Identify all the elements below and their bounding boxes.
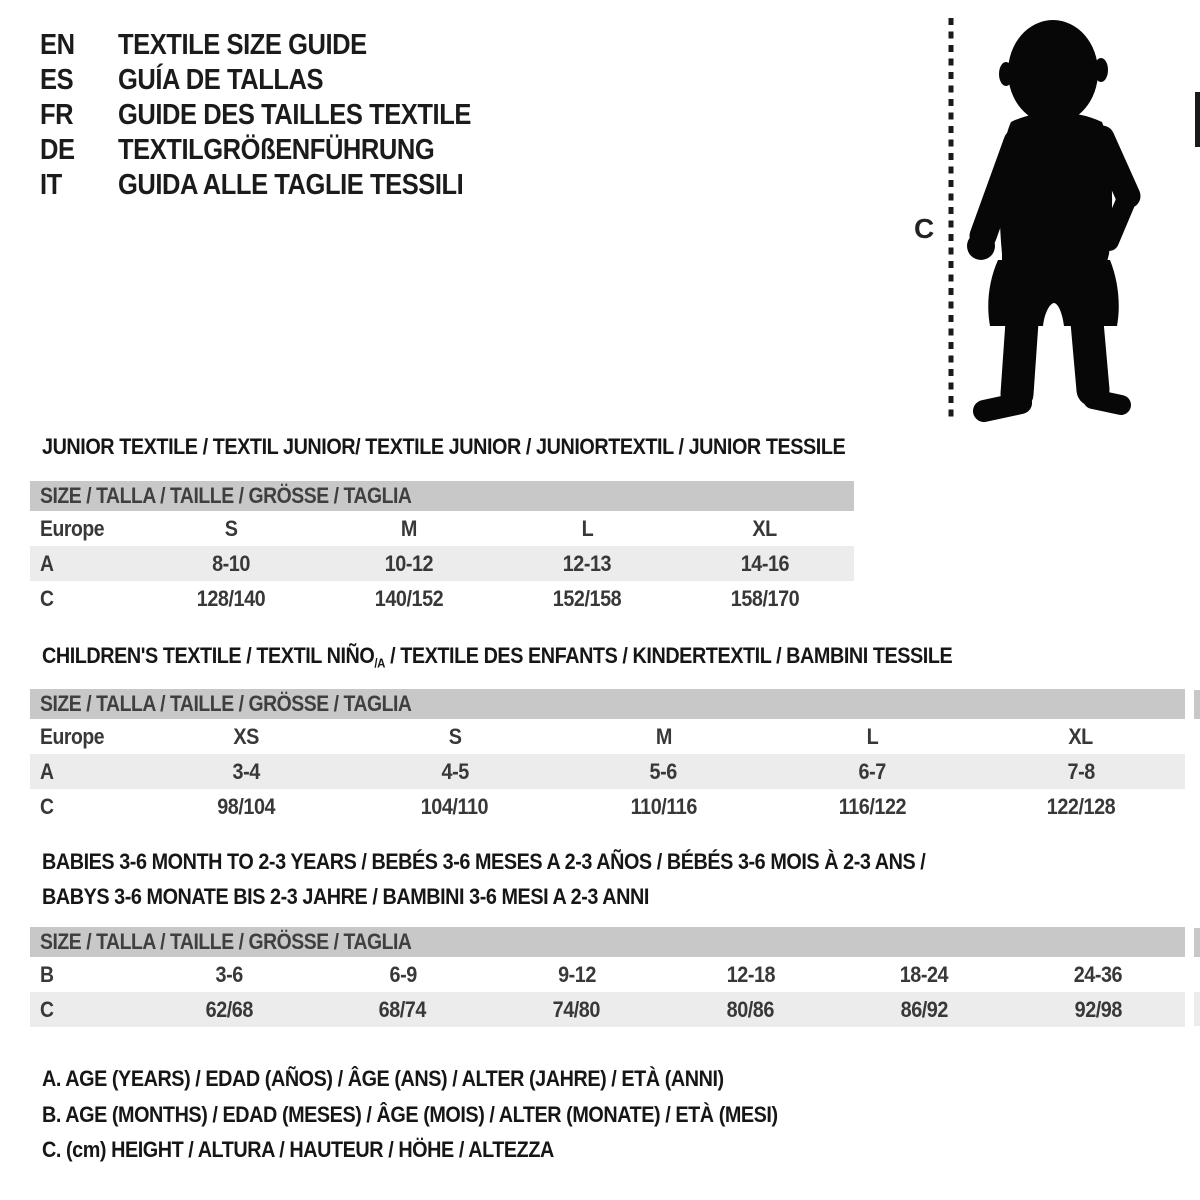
table-row (30, 581, 854, 616)
cell-value: L (581, 515, 593, 541)
language-row (40, 28, 519, 63)
cell-value: 6-7 (858, 758, 886, 784)
table-title-line (42, 643, 952, 678)
language-title: GUIDE DES TAILLES TEXTILE (118, 99, 471, 131)
size-header-band (30, 689, 1185, 719)
cell-value: 122/128 (1046, 793, 1115, 819)
table-title-text: BABIES 3-6 MONTH TO 2-3 YEARS / BEBÉS 3-6 MESES A 2-3 AÑOS / BÉBÉS 3-6 MOIS À 2-3 ANS / (42, 849, 926, 874)
cell-value: 3-6 (215, 961, 243, 987)
right-edge-band-sliver (1194, 992, 1200, 1026)
right-edge-band-sliver (1194, 690, 1200, 719)
size-header-band (30, 481, 854, 511)
cell-value: 152/158 (552, 585, 622, 611)
row-label: C (40, 585, 54, 611)
cell-value: 14-16 (740, 550, 790, 576)
cell-value: 12-18 (726, 961, 775, 987)
row-label: Europe (40, 515, 105, 541)
cell-value: S (448, 723, 462, 749)
cell-value: 8-10 (212, 550, 250, 576)
cell-value: 4-5 (441, 758, 469, 784)
cell-value: 6-9 (389, 961, 417, 987)
right-edge-cutoff-bar (1195, 92, 1200, 147)
language-title: TEXTILE SIZE GUIDE (118, 29, 367, 61)
babies-table-title (42, 849, 1200, 919)
table-title-line (42, 849, 925, 884)
cell-value: XL (1068, 723, 1093, 749)
cell-value: 5-6 (649, 758, 678, 784)
cell-value: L (866, 723, 878, 749)
junior-size-table (30, 481, 854, 616)
table-title-text: /A (374, 655, 386, 671)
cell-value: 12-13 (562, 550, 612, 576)
cell-value: 24-36 (1073, 961, 1123, 987)
table-row (30, 754, 1185, 789)
toddler-silhouette-shape (967, 20, 1128, 411)
footnote-line: A. AGE (YEARS) / EDAD (AÑOS) / ÂGE (ANS) / ALTER (JAHRE) / ETÀ (ANNI) (42, 1066, 724, 1091)
footnote-line: B. AGE (MONTHS) / EDAD (MESES) / ÂGE (MOIS) / ALTER (MONATE) / ETÀ (MESI) (42, 1101, 778, 1127)
language-code: FR (40, 99, 74, 131)
cell-value: XL (752, 515, 778, 541)
table-row (30, 992, 1185, 1027)
table-title-text: BABYS 3-6 MONATE BIS 2-3 JAHRE / BAMBINI 3-6 MESI A 2-3 ANNI (42, 884, 649, 909)
row-label: C (40, 996, 54, 1022)
junior-table-title (42, 434, 955, 469)
children-size-table (30, 689, 1185, 824)
table-row (30, 719, 1185, 754)
row-label: B (40, 961, 54, 987)
toddler-silhouette-image (905, 10, 1195, 430)
cell-value: M (400, 515, 418, 541)
cell-value: 10-12 (384, 550, 434, 576)
right-edge-band-sliver (1194, 928, 1200, 957)
language-row (40, 63, 519, 98)
language-header (40, 28, 519, 203)
table-row (30, 546, 854, 581)
language-title: TEXTILGRÖßENFÜHRUNG (118, 134, 435, 166)
cell-value: 9-12 (557, 961, 596, 987)
cell-value: 92/98 (1074, 996, 1122, 1022)
language-row (40, 98, 519, 133)
cell-value: 140/152 (374, 585, 444, 611)
table-title-line (42, 434, 845, 469)
language-code: DE (40, 134, 75, 166)
table-row (30, 511, 854, 546)
row-label: C (40, 793, 54, 819)
size-header-label: SIZE / TALLA / TAILLE / GRÖSSE / TAGLIA (40, 929, 412, 954)
table-row (30, 957, 1185, 992)
cell-value: 68/74 (379, 996, 427, 1022)
size-header-label: SIZE / TALLA / TAILLE / GRÖSSE / TAGLIA (40, 691, 412, 716)
cell-value: 104/110 (421, 793, 489, 819)
language-title: GUÍA DE TALLAS (118, 64, 324, 96)
toddler-silhouette-figure (905, 10, 1195, 430)
children-table-title (42, 643, 1076, 678)
height-measure-label: C (914, 213, 935, 244)
cell-value: 116/122 (838, 793, 906, 819)
cell-value: 74/80 (552, 996, 601, 1022)
cell-value: 80/86 (726, 996, 775, 1022)
language-row (40, 168, 519, 203)
cell-value: 3-4 (232, 758, 260, 784)
size-header-label: SIZE / TALLA / TAILLE / GRÖSSE / TAGLIA (40, 483, 412, 508)
cell-value: 158/170 (730, 585, 800, 611)
language-code: IT (40, 169, 62, 201)
cell-value: 62/68 (205, 996, 253, 1022)
cell-value: 18-24 (900, 961, 949, 987)
size-header-band (30, 927, 1185, 957)
cell-value: XS (233, 723, 260, 749)
table-title-text: CHILDREN'S TEXTILE / TEXTIL NIÑO (42, 643, 375, 668)
row-label: A (40, 550, 54, 576)
table-title-line (42, 884, 649, 919)
cell-value: S (224, 515, 238, 541)
footnote-line: C. (cm) HEIGHT / ALTURA / HAUTEUR / HÖHE / ALTEZZA (42, 1137, 554, 1162)
cell-value: M (655, 723, 672, 749)
footnotes (42, 1066, 878, 1173)
babies-size-table (30, 927, 1185, 1027)
table-row (30, 789, 1185, 824)
cell-value: 128/140 (196, 585, 266, 611)
cell-value: 110/116 (630, 793, 697, 819)
table-title-text: JUNIOR TEXTILE / TEXTIL JUNIOR/ TEXTILE JUNIOR / JUNIORTEXTIL / JUNIOR TESSILE (42, 434, 846, 459)
cell-value: 7-8 (1067, 758, 1095, 784)
language-title: GUIDA ALLE TAGLIE TESSILI (118, 169, 464, 201)
language-code: EN (40, 29, 75, 61)
row-label: A (40, 758, 54, 784)
cell-value: 98/104 (217, 793, 276, 819)
language-code: ES (40, 64, 74, 96)
row-label: Europe (40, 723, 105, 749)
language-row (40, 133, 519, 168)
table-title-text: / TEXTILE DES ENFANTS / KINDERTEXTIL / BAMBINI TESSILE (385, 643, 953, 668)
cell-value: 86/92 (900, 996, 948, 1022)
